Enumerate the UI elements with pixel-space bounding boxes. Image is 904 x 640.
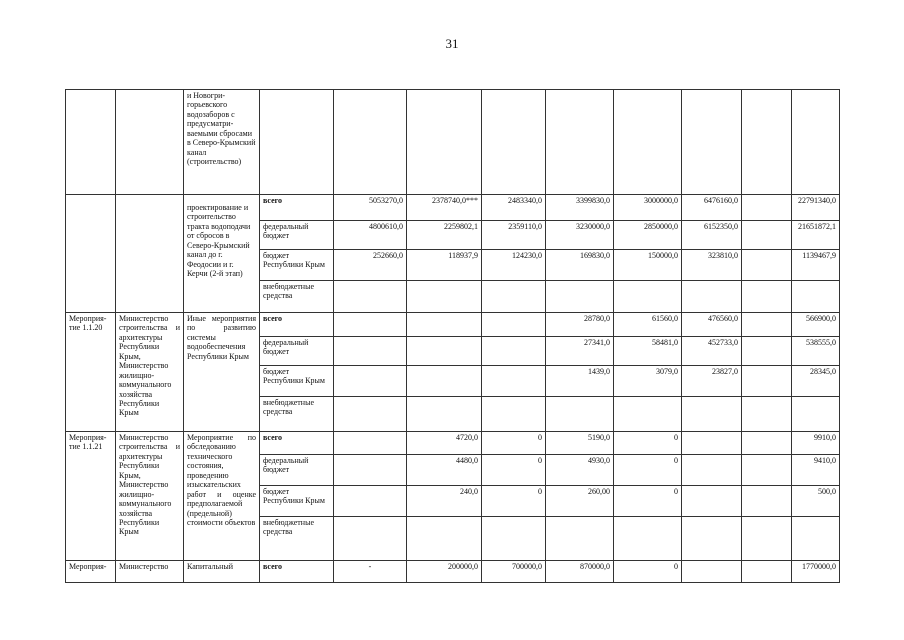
event-1-row-total: Мероприя-тие 1.1.20 Министерство строительства и архитектуры Республики Крым, Министерство жилищно-коммунального хозяйства Республики Крым Иные мероприятия по развитию системы водообеспечения Республики Крым всего 28780,0 61560,0 476560,0 566900,0: [66, 313, 840, 337]
event-2-row-regional: бюджет Республики Крым 240,0 0 260,00 0 500,0: [66, 486, 840, 517]
event-name: Мероприя-тие 1.1.20: [66, 313, 116, 432]
executor-cell: [116, 90, 184, 195]
project-description: проектирование и строительство тракта водоподачи от сбросов в Северо-Крымский канал до г. Феодосии и г. Керчи (2-й этап): [184, 195, 260, 313]
event-2-row-extrabudget: внебюджетные средства: [66, 517, 840, 561]
event-executor: Министерство строительства и архитектуры Республики Крым, Министерство жилищно-коммунального хозяйства Республики Крым: [116, 432, 184, 561]
event-name: Мероприя-: [66, 561, 116, 583]
project-row-federal: федеральный бюджет 4800610,0 2259802,1 2359110,0 3230000,0 2850000,0 6152350,0 21651872,1: [66, 221, 840, 250]
event-executor: Министерство: [116, 561, 184, 583]
event-1-row-regional: бюджет Республики Крым 1439,0 3079,0 23827,0 28345,0: [66, 366, 840, 397]
event-description: Капитальный: [184, 561, 260, 583]
event-description: Мероприятие по обследованию технического состояния, проведению изыскательских работ и оценке предполагаемой (предельной) стоимости объектов: [184, 432, 260, 561]
event-name: Мероприя-тие 1.1.21: [66, 432, 116, 561]
last-row: Мероприя- Министерство Капитальный всего - 200000,0 700000,0 870000,0 0 1770000,0: [66, 561, 840, 583]
continuation-description: и Новогри-горьевского водозаборов с предусматри-ваемыми сбросами в Северо-Крымский канал (строительство): [184, 90, 260, 195]
event-2-row-total: Мероприя-тие 1.1.21 Министерство строительства и архитектуры Республики Крым, Министерство жилищно-коммунального хозяйства Республики Крым Мероприятие по обследованию технического состояния, проведению изыскательских работ и оценке предполагаемой (предельной) стоимости объектов всего 4720,0 0 5190,0 0 9910,0: [66, 432, 840, 455]
event-name-cell: [66, 90, 116, 195]
continuation-row: [66, 90, 840, 195]
project-row-extrabudget: внебюджетные средства: [66, 281, 840, 313]
funding-table: [65, 89, 840, 583]
event-executor: Министерство строительства и архитектуры Республики Крым, Министерство жилищно-коммунального хозяйства Республики Крым: [116, 313, 184, 432]
project-row-regional: бюджет Республики Крым 252660,0 118937,9 124230,0 169830,0 150000,0 323810,0 1139467,9: [66, 250, 840, 281]
event-1-row-federal: федеральный бюджет 27341,0 58481,0 452733,0 538555,0: [66, 337, 840, 366]
page-number: 31: [445, 36, 459, 51]
event-1-row-extrabudget: внебюджетные средства: [66, 397, 840, 432]
project-row-total: проектирование и строительство тракта водоподачи от сбросов в Северо-Крымский канал до г. Феодосии и г. Керчи (2-й этап) всего 5053270,0 2378740,0*** 2483340,0 3399830,0 3000000,0 6476160,0 22791340,0: [66, 195, 840, 221]
event-description: Иные мероприятия по развитию системы водообеспечения Республики Крым: [184, 313, 260, 432]
event-2-row-federal: федеральный бюджет 4480,0 0 4930,0 0 9410,0: [66, 455, 840, 486]
